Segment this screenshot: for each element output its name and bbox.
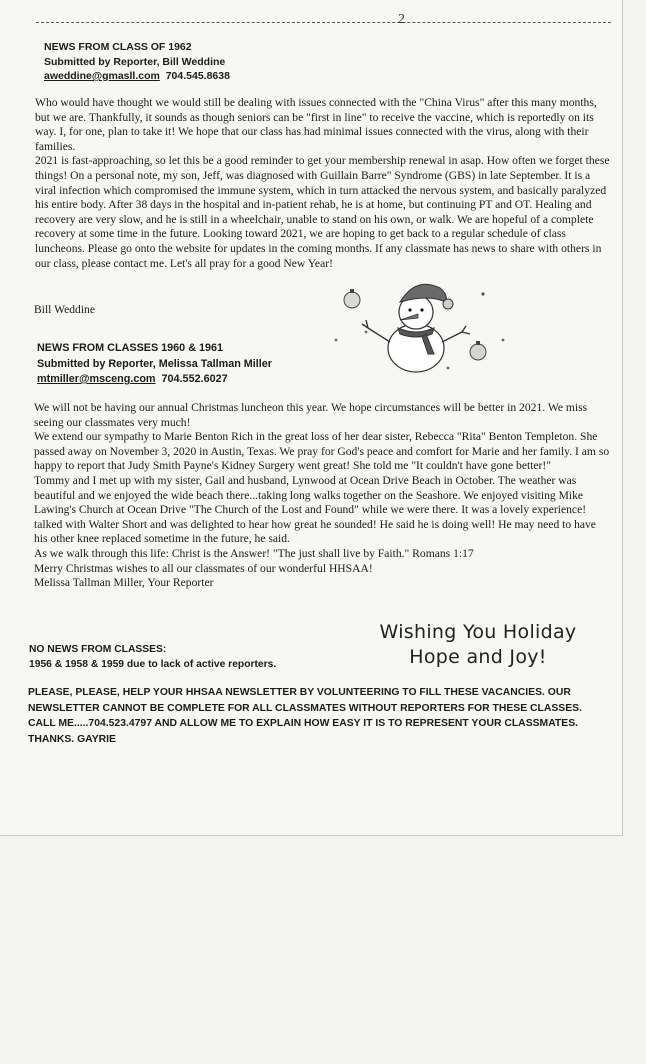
class-1960-1961-signature: Melissa Tallman Miller, Your Reporter <box>34 576 214 590</box>
class-1962-phone: 704.545.8638 <box>165 70 230 82</box>
snowman-body <box>388 324 444 372</box>
volunteer-plea <box>28 685 582 747</box>
class-1960-1961-paragraph: We will not be having our annual Christmas luncheon this year. We hope circumstances will be better in 2021. We miss seeing our classmates very much! <box>34 401 588 429</box>
ornament-icon <box>470 344 486 360</box>
class-1960-1961-paragraph: Tommy and I met up with my sister, Gail and husband, Lynwood at Ocean Drive Beach in October. The weather was beautiful and we enjoyed the wide beach there...taking long walks together on the Seashore. We enjoyed visiting Mike Lawing's Church at Ocean Drive "The Church of the Lost and Found" while we were there. It was a lovely experience! <box>34 473 587 517</box>
plea-line: PLEASE, PLEASE, HELP YOUR HHSAA NEWSLETTER BY VOLUNTEERING TO FILL THESE VACANCIES. OUR <box>28 687 571 698</box>
arm-icon <box>442 326 470 342</box>
ornament-icon <box>344 292 360 308</box>
class-1960-1961-phone: 704.552.6027 <box>161 373 228 385</box>
holiday-greeting-line1: Wishing You Holiday <box>379 621 577 643</box>
class-1962-paragraph: 2021 is fast-approaching, so let this be a good reminder to get your membership renewal in asap. How often we forget these things! On a personal note, my son, Jeff, was diagnosed with Guillain Barre" Syndrome (GBS) in late September. It is a viral infection which compromised the immune system, which in turn attacked the nervous system, and basically paralyzed his entire body. After 38 days in the hospital and in-patient rehab, he is at home, but continuing PT and OT. Healing and recovery are very slow, and he is still in a wheelchair, unable to stand on his own, or walk. We are hopeful of a complete recovery at some time in the future. Looking toward 2021, we are hoping to get back to a regular schedule of class luncheons. Please go onto the website for updates in the coming months. If any classmate has news to share with others in our class, please contact me. Let's all pray for a good New Year! <box>35 154 610 270</box>
class-1960-1961-contact <box>37 372 272 388</box>
holiday-greeting <box>378 620 578 670</box>
top-rule <box>36 22 611 23</box>
class-1960-1961-submitted: Submitted by Reporter, Melissa Tallman Miller <box>37 357 272 370</box>
snowman-illustration <box>328 280 508 380</box>
plea-line: THANKS. GAYRIE <box>28 733 116 745</box>
no-news-block <box>29 642 276 672</box>
class-1960-1961-paragraph: Merry Christmas wishes to all our classmates of our wonderful HHSAA! <box>34 561 373 575</box>
class-1962-email[interactable]: aweddine@gmasll.com <box>44 70 160 82</box>
class-1962-signature: Bill Weddine <box>34 303 96 316</box>
class-1960-1961-paragraph: As we walk through this life: Christ is the Answer! "The just shall live by Faith." Romans 1:17 <box>34 546 474 560</box>
class-1960-1961-paragraph: talked with Walter Short and was delighted to hear how great he sounded! He said he is doing well! He may need to have his other knee replaced sometime in the future, he said. <box>34 517 596 546</box>
class-1962-body <box>35 96 610 271</box>
class-1962-heading: NEWS FROM CLASS OF 1962 <box>44 41 192 53</box>
class-1962-submitted: Submitted by Reporter, Bill Weddine <box>44 55 226 68</box>
plea-line: CALL ME.....704.523.4797 AND ALLOW ME TO EXPLAIN HOW EASY IT IS TO REPRESENT YOUR CLASSMATES. <box>28 718 579 730</box>
class-1962-header <box>44 40 230 84</box>
class-1962-contact <box>44 69 230 84</box>
class-1960-1961-paragraph: We extend our sympathy to Marie Benton Rich in the great loss of her dear sister, Rebecca "Rita" Benton Templeton. She passed away on November 3, 2020 in Austin, Texas. We pray for God's peace and comfort for Marie and her family. I am so happy to report that Judy Smith Payne's Kidney Surgery went great! She told me "It couldn't have gone better!" <box>34 430 610 473</box>
class-1960-1961-header <box>37 341 272 388</box>
class-1962-paragraph: Who would have thought we would still be dealing with issues connected with the "China Virus" after this many months, but we are. Thankfully, it sounds as though seniors can be "first in line" to receive the vaccine, which is reportedly on its way. I, for one, plan to take it! We hope that our class has had minimal issues connected with the virus, along with their families. <box>35 96 597 153</box>
class-1960-1961-body <box>34 401 612 591</box>
class-1960-1961-heading: NEWS FROM CLASSES 1960 & 1961 <box>37 342 224 354</box>
no-news-detail: 1956 & 1958 & 1959 due to lack of active reporters. <box>29 659 277 670</box>
page-number: 2 <box>398 12 405 27</box>
holiday-greeting-line2: Hope and Joy! <box>409 646 547 668</box>
class-1960-1961-email[interactable]: mtmiller@msceng.com <box>37 373 156 385</box>
no-news-heading: NO NEWS FROM CLASSES: <box>29 644 167 655</box>
plea-line: NEWSLETTER CANNOT BE COMPLETE FOR ALL CLASSMATES WITHOUT REPORTERS FOR THESE CLASSES. <box>28 702 582 714</box>
